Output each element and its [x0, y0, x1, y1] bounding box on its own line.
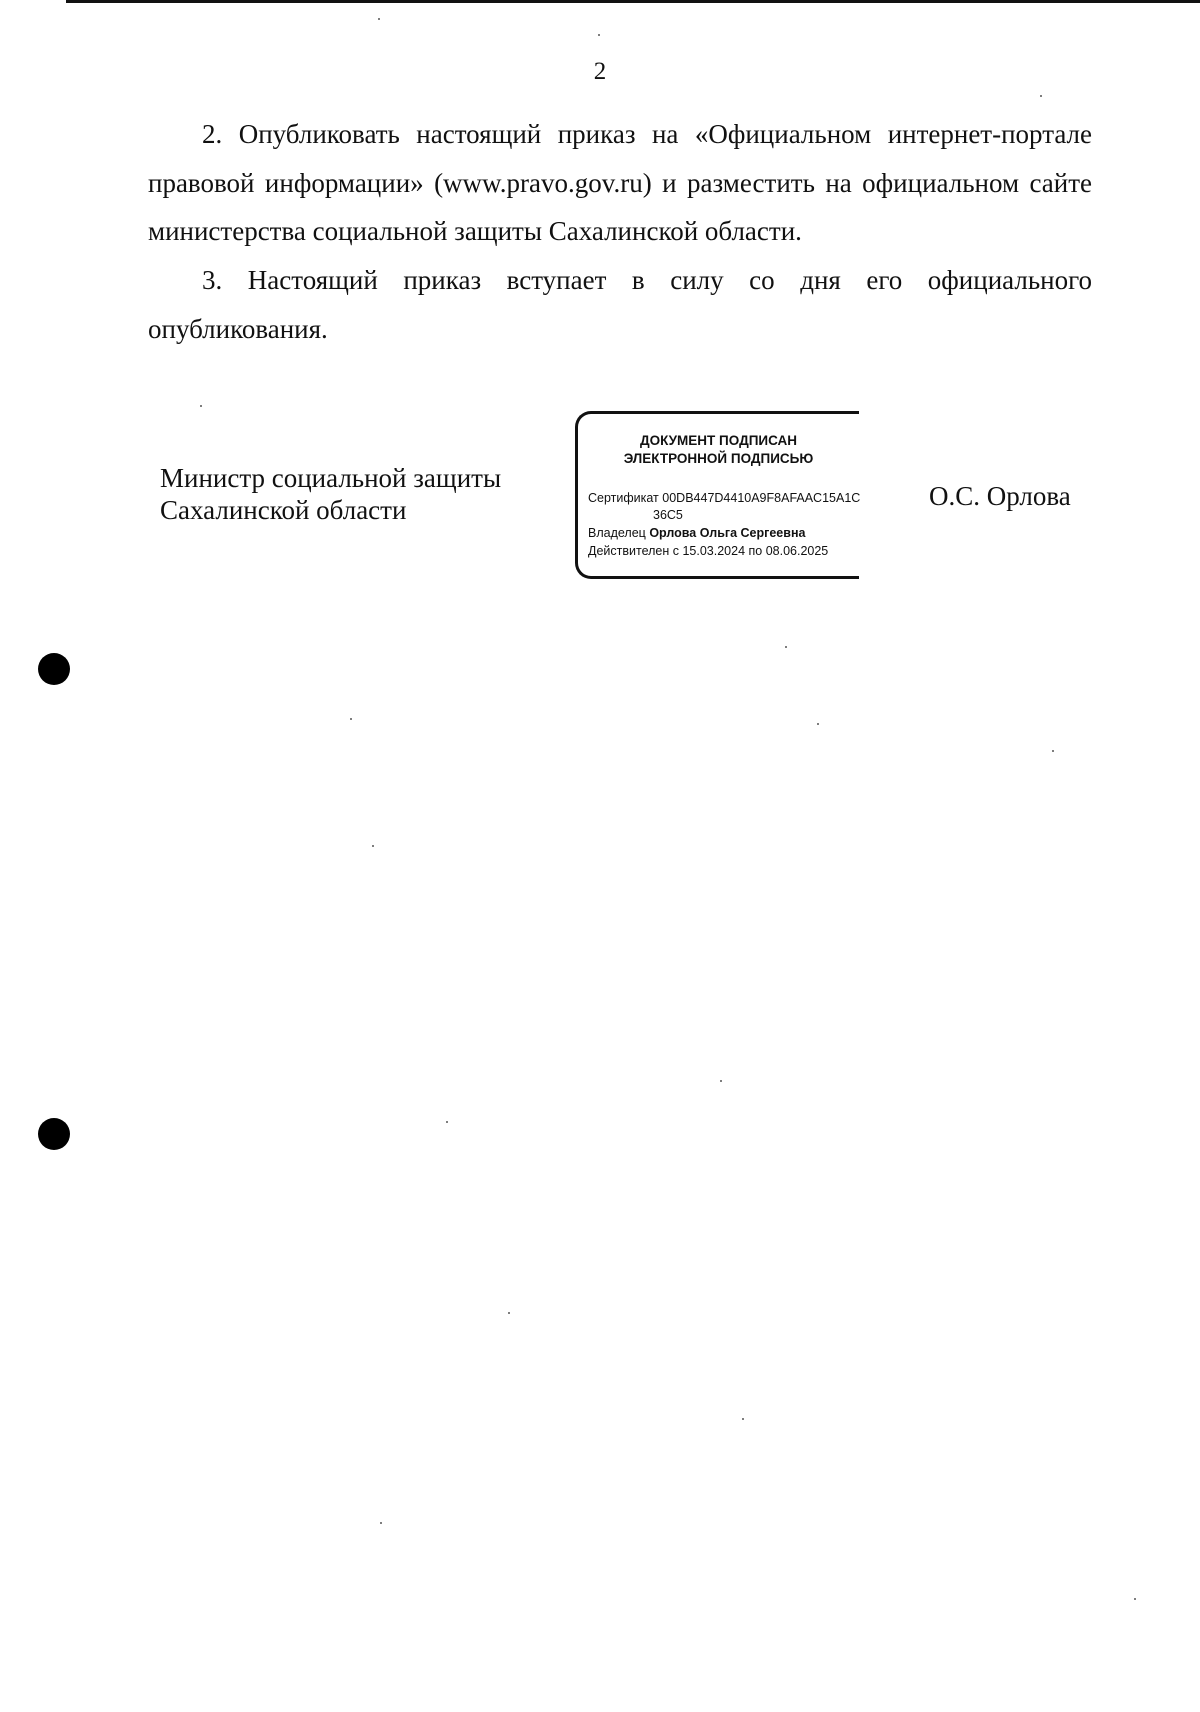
punch-hole-mark	[38, 1118, 70, 1150]
scan-speck	[378, 18, 380, 20]
certificate-label: Сертификат	[588, 491, 659, 505]
certificate-value-continued: 36C5	[653, 508, 683, 522]
electronic-signature-stamp	[575, 411, 859, 579]
certificate-value: 00DB447D4410A9F8AFAAC15A1C	[662, 491, 861, 505]
punch-hole-mark	[38, 653, 70, 685]
owner-label: Владелец	[588, 526, 646, 540]
scan-speck	[785, 646, 787, 648]
scan-speck	[598, 34, 600, 36]
signatory-name: О.С. Орлова	[929, 481, 1071, 511]
scan-speck	[1134, 1598, 1136, 1600]
position-line-1: Министр социальной защиты	[160, 463, 502, 493]
scan-speck	[1052, 750, 1054, 752]
scan-speck	[200, 405, 202, 407]
scan-speck	[380, 1522, 382, 1524]
stamp-title	[578, 432, 859, 468]
signatory-position	[160, 462, 501, 526]
scan-speck	[446, 1121, 448, 1123]
scan-speck	[817, 723, 819, 725]
top-rule	[66, 0, 1200, 3]
stamp-title-line-2: ЭЛЕКТРОННОЙ ПОДПИСЬЮ	[623, 451, 814, 466]
stamp-owner	[588, 525, 805, 542]
paragraph-publication: 2. Опубликовать настоящий приказ на «Официальном интернет-портале правовой информации» (www.pravo.gov.ru) и разместить на официальном сайте министерства социальной защиты Сахалинской области.	[148, 119, 1092, 246]
paragraph-effective-date: 3. Настоящий приказ вступает в силу со дня его официального опубликования.	[148, 265, 1092, 344]
scan-speck	[742, 1418, 744, 1420]
scan-speck	[350, 718, 352, 720]
scan-speck	[372, 845, 374, 847]
page-number: 2	[593, 58, 607, 85]
scan-speck	[720, 1080, 722, 1082]
scan-speck	[508, 1312, 510, 1314]
stamp-validity: Действителен с 15.03.2024 по 08.06.2025	[588, 544, 829, 558]
stamp-title-line-1: ДОКУМЕНТ ПОДПИСАН	[639, 433, 798, 448]
position-line-2: Сахалинской области	[160, 495, 407, 525]
owner-value: Орлова Ольга Сергеевна	[649, 526, 806, 540]
scan-speck	[1040, 95, 1042, 97]
stamp-certificate	[588, 490, 860, 507]
